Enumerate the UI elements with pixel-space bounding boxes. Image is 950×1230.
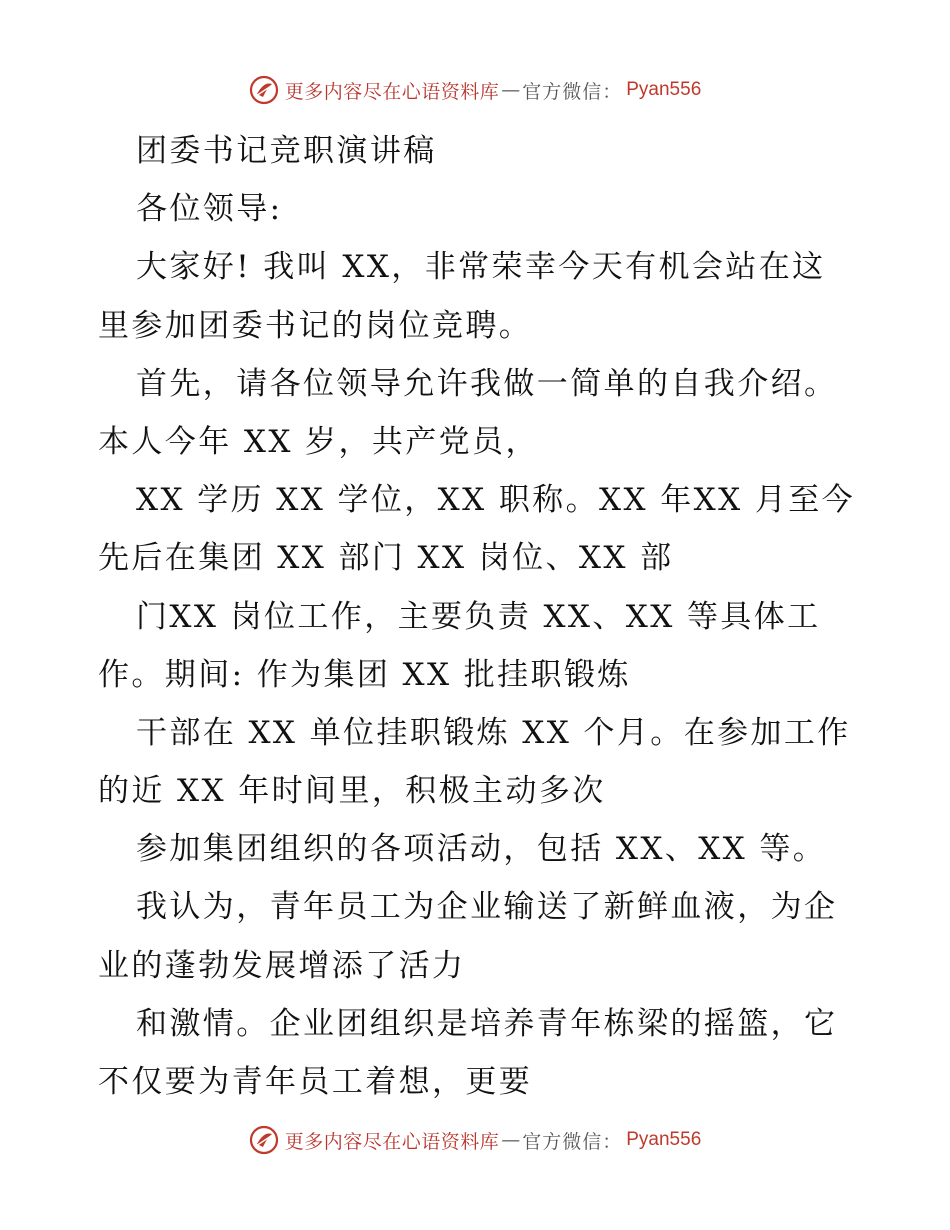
paragraph-line: 我认为，青年员工为企业输送了新鲜血液，为企 <box>136 889 838 926</box>
watermark-brand-text: 更多内容尽在心语资料库 <box>284 1130 500 1153</box>
paragraph-line: 和激情。企业团组织是培养青年栋梁的摇篮，它 <box>136 1005 838 1042</box>
paragraph-line: 业的蓬勃发展增添了活力 <box>98 947 466 984</box>
document-body <box>98 122 898 1111</box>
book-leaf-logo-icon <box>249 75 279 105</box>
watermark-official-label: 官方微信： <box>522 80 623 103</box>
document-title: 团委书记竞职演讲稿 <box>136 133 437 169</box>
paragraph-line: 作。期间: 作为集团 XX 批挂职锻炼 <box>98 656 631 693</box>
paragraph-line: XX 学历 XX 学位，XX 职称。XX 年XX 月至今 <box>136 482 856 519</box>
watermark-dash: — <box>501 79 521 101</box>
paragraph-line: 本人今年 XX 岁，共产党员， <box>98 423 539 460</box>
paragraph-line: 干部在 XX 单位挂职锻炼 XX 个月。在参加工作 <box>136 714 851 751</box>
book-leaf-logo-icon <box>249 1125 279 1155</box>
paragraph-line: 不仅要为青年员工着想，更要 <box>98 1064 533 1100</box>
watermark-dash: — <box>501 1129 521 1151</box>
salutation: 各位领导: <box>136 191 283 228</box>
paragraph-line: 首先，请各位领导允许我做一简单的自我介绍。 <box>136 365 838 402</box>
watermark-wechat-handle: Pyan556 <box>626 79 702 100</box>
watermark-brand-text: 更多内容尽在心语资料库 <box>284 80 500 103</box>
footer-watermark <box>0 1120 950 1160</box>
watermark-wechat-handle: Pyan556 <box>626 1129 702 1150</box>
paragraph-line: 参加集团组织的各项活动，包括 XX、XX 等。 <box>136 831 827 868</box>
paragraph-line: 先后在集团 XX 部门 XX 岗位、XX 部 <box>98 540 674 577</box>
paragraph-line: 里参加团委书记的岗位竞聘。 <box>98 307 533 344</box>
header-watermark <box>0 70 950 110</box>
paragraph-line: 的近 XX 年时间里，积极主动多次 <box>98 773 606 810</box>
watermark-official-label: 官方微信： <box>522 1130 623 1153</box>
paragraph-line: 大家好! 我叫 XX，非常荣幸今天有机会站在这 <box>136 249 826 286</box>
paragraph-line: 门XX 岗位工作，主要负责 XX、XX 等具体工 <box>136 598 821 635</box>
